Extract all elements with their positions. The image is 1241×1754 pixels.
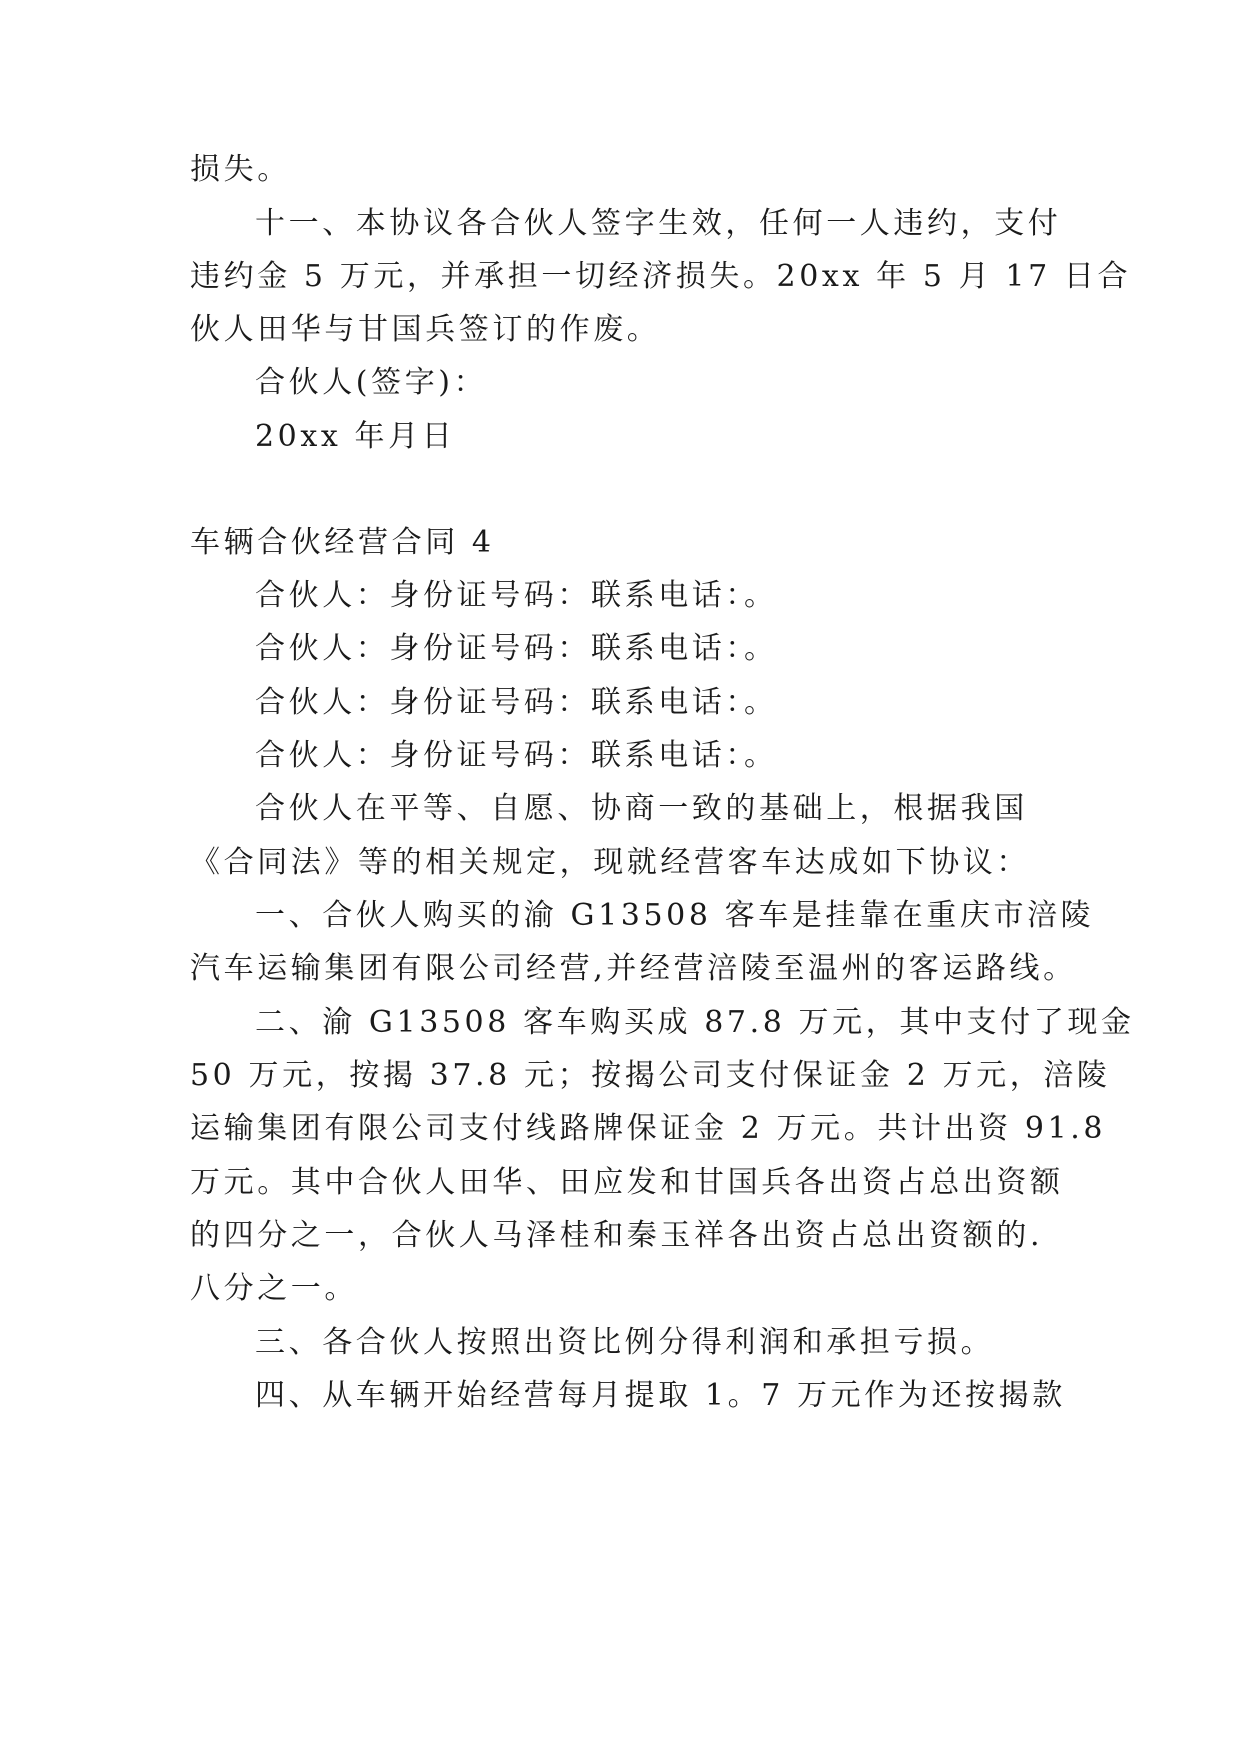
text-line-19: 万元。其中合伙人田华、田应发和甘国兵各出资占总出资额 xyxy=(190,1165,1064,1200)
text-line-20: 的四分之一，合伙人马泽桂和秦玉祥各出资占总出资额的. xyxy=(190,1218,1044,1253)
text-line-14: 一、合伙人购买的渝 G13508 客车是挂靠在重庆市涪陵 xyxy=(255,898,1095,933)
text-line-12: 合伙人在平等、自愿、协商一致的基础上，根据我国 xyxy=(255,791,1028,826)
text-line-23: 四、从车辆开始经营每月提取 1。7 万元作为还按揭款 xyxy=(255,1378,1066,1413)
signature-line: 合伙人(签字)： xyxy=(255,365,488,400)
text-line-4: 伙人田华与甘国兵签订的作废。 xyxy=(190,312,661,347)
text-line-1: 损失。 xyxy=(190,152,291,187)
text-line-2: 十一、本协议各合伙人签字生效，任何一人违约，支付 xyxy=(255,206,1062,241)
text-line-16: 二、渝 G13508 客车购买成 87.8 万元，其中支付了现金 xyxy=(255,1005,1135,1040)
partner-line-4: 合伙人：身份证号码：联系电话：。 xyxy=(255,738,778,773)
text-line-15: 汽车运输集团有限公司经营,并经营涪陵至温州的客运路线。 xyxy=(190,951,1077,986)
text-line-22: 三、各合伙人按照出资比例分得利润和承担亏损。 xyxy=(255,1325,995,1360)
date-line: 20xx 年月日 xyxy=(255,419,456,454)
text-line-3: 违约金 5 万元，并承担一切经济损失。20xx 年 5 月 17 日合 xyxy=(190,259,1132,294)
partner-line-2: 合伙人：身份证号码：联系电话：。 xyxy=(255,631,778,666)
text-line-17: 50 万元，按揭 37.8 元；按揭公司支付保证金 2 万元，涪陵 xyxy=(190,1058,1111,1093)
partner-line-1: 合伙人：身份证号码：联系电话：。 xyxy=(255,578,778,613)
text-line-18: 运输集团有限公司支付线路牌保证金 2 万元。共计出资 91.8 xyxy=(190,1111,1107,1146)
text-line-13: 《合同法》等的相关规定，现就经营客车达成如下协议： xyxy=(190,845,1030,880)
partner-line-3: 合伙人：身份证号码：联系电话：。 xyxy=(255,685,778,720)
text-line-21: 八分之一。 xyxy=(190,1271,358,1306)
section-title: 车辆合伙经营合同 4 xyxy=(190,525,495,560)
